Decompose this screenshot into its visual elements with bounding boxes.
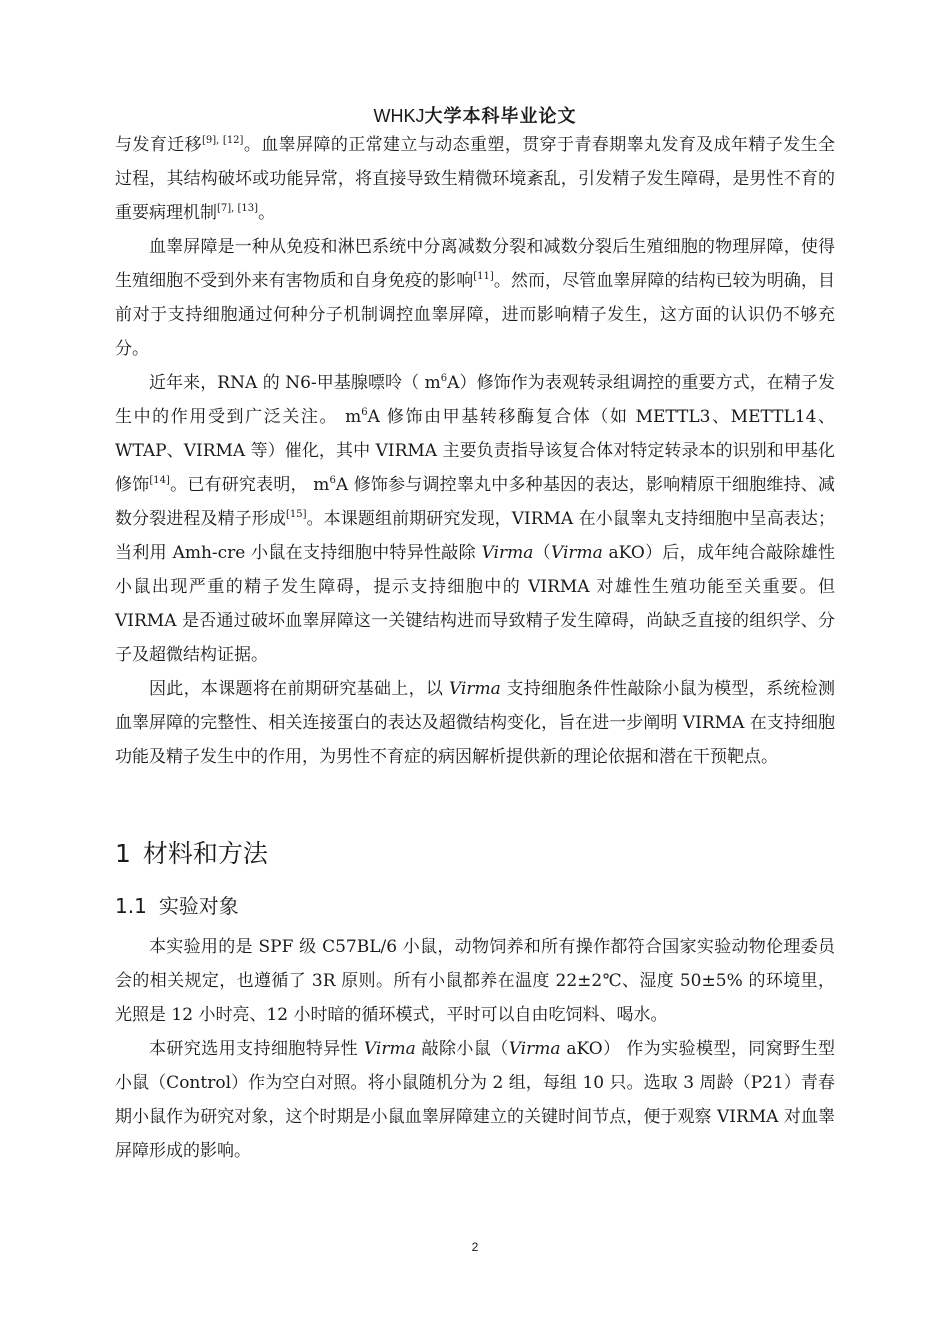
text-run: 因此，本课题将在前期研究基础上，以 (149, 679, 449, 699)
subsection-heading-1-1 (115, 890, 835, 922)
citation: [15] (285, 509, 307, 520)
paragraph-model (115, 1032, 835, 1168)
text-run: 。血睾屏障的正常建立与动态重塑，贯穿于青春期睾丸发育及成年精子发生全过程，其结构破坏或功能异常，将直接导致生精微环境紊乱，引发精子发生障碍，是男性不育的重要病理机制 (115, 135, 835, 223)
gene-name: Virma (508, 1039, 561, 1059)
page-number: 2 (471, 1240, 479, 1254)
text-run: A 修饰参与调控睾丸中多种基因的表达，影响精原干细胞维持、减数分裂进程及精子形成 (115, 475, 836, 529)
text-run: （ (533, 543, 551, 563)
citation: [7], [13] (217, 203, 259, 214)
gene-name: Virma (481, 543, 534, 563)
section-title: 材料和方法 (142, 839, 268, 868)
citation: 6 (361, 407, 368, 418)
text-run: 近年来，RNA 的 N6-甲基腺嘌呤（ m (149, 373, 441, 393)
gene-name: Virma (550, 543, 603, 563)
paragraph-aim (115, 672, 835, 774)
text-run: A）修饰作为表观转录组调控的重要方式，在精子发生中的作用受到广泛关注。 m (115, 373, 836, 427)
text-run: aKO）后，成年纯合敲除雄性小鼠出现严重的精子发生障碍，提示支持细胞中的 VIRMA 对雄性生殖功能至关重要。但 VIRMA 是否通过破坏血睾屏障这一关键结构进而导致精子发生障碍，尚缺乏直接的组织学、分子及超微结构证据。 (115, 543, 835, 665)
text-run: 血睾屏障是一种从免疫和淋巴系统中分离减数分裂和减数分裂后生殖细胞的物理屏障，使得生殖细胞不受到外来有害物质和自身免疫的影响 (115, 237, 835, 291)
text-run: 。 (258, 203, 276, 223)
citation: [14] (149, 475, 170, 486)
text-run: 本研究选用支持细胞特异性 (149, 1039, 364, 1059)
section-number: 1 (115, 839, 131, 868)
header-latin: WHKJ (373, 106, 425, 126)
gene-name: Virma (448, 679, 501, 699)
text-run: 。已有研究表明， m (169, 475, 330, 495)
text-run: 。本课题组前期研究发现，VIRMA 在小鼠睾丸支持细胞中呈高表达；当利用 Amh-cre 小鼠在支持细胞中特异性敲除 (115, 509, 835, 563)
text-run: 。然而，尽管血睾屏障的结构已较为明确，目前对于支持细胞通过何种分子机制调控血睾屏障，进而影响精子发生，这方面的认识仍不够充分。 (115, 271, 836, 359)
citation: [9], [12] (202, 135, 244, 146)
subsection-number: 1.1 (115, 894, 147, 918)
page-header (0, 104, 950, 129)
text-run: A 修饰由甲基转移酶复合体（如 METTL3、METTL14、WTAP、VIRMA 等）催化，其中 VIRMA 主要负责指导该复合体对特定转录本的识别和甲基化修饰 (115, 407, 835, 495)
text-run: 支持细胞条件性敲除小鼠为模型，系统检测血睾屏障的完整性、相关连接蛋白的表达及超微结构变化，旨在进一步阐明 VIRMA 在支持细胞功能及精子发生中的作用，为男性不育症的病因解析提供新的理论依据和潜在干预靶点。 (115, 679, 836, 767)
paragraph-m6a (115, 366, 835, 672)
section-heading-1 (115, 834, 835, 874)
paragraph-continued (115, 128, 835, 230)
text-run: 敲除小鼠（ (415, 1039, 509, 1059)
citation: 6 (329, 475, 336, 486)
document-body (115, 128, 835, 1168)
paragraph-bt-barrier (115, 230, 835, 366)
text-run: aKO） 作为实验模型，同窝野生型小鼠（Control）作为空白对照。将小鼠随机分为 2 组，每组 10 只。选取 3 周龄（P21）青春期小鼠作为研究对象，这个时期是小鼠血睾屏障建立的关键时间节点，便于观察 VIRMA 对血睾屏障形成的影响。 (115, 1039, 836, 1161)
subsection-title: 实验对象 (158, 894, 239, 918)
paragraph-animals (115, 930, 835, 1032)
gene-name: Virma (363, 1039, 416, 1059)
text-run: 与发育迁移 (115, 135, 202, 155)
citation: [11] (473, 271, 494, 282)
text-run: 本实验用的是 SPF 级 C57BL/6 小鼠，动物饲养和所有操作都符合国家实验动物伦理委员会的相关规定，也遵循了 3R 原则。所有小鼠都养在温度 22±2℃、湿度 50±5% 的环境里，光照是 12 小时亮、12 小时暗的循环模式，平时可以自由吃饲料、喝水。 (115, 937, 835, 1025)
header-title: 大学本科毕业论文 (424, 106, 577, 127)
citation: 6 (440, 373, 448, 384)
